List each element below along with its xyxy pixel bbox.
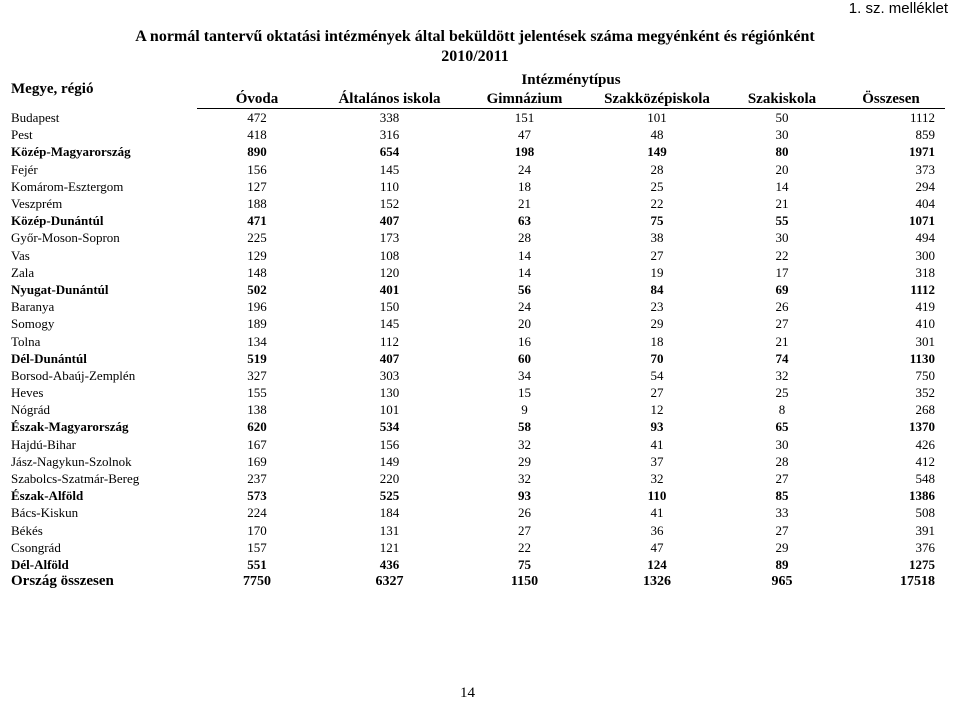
cell-value: 12 [650,402,664,418]
cell-value: 124 [647,556,667,572]
cell-value: 156 [247,161,267,177]
cell-value: 65 [775,419,789,435]
row-name: Bács-Kiskun [11,505,79,521]
reports-table [7,70,945,590]
row-name: Nógrád [11,402,50,418]
title-line-1: A normál tantervű oktatási intézmények által beküldött jelentések száma megyénként és régiónként [135,28,815,45]
cell-value: 150 [379,299,400,315]
row-name: Tolna [11,333,41,349]
column-header-osszesen: Összesen [837,90,945,109]
cell-value: 54 [650,367,664,383]
cell-value: 419 [915,299,935,315]
cell-value: 108 [379,247,400,263]
cell-value: 27 [650,385,664,401]
cell-value: 27 [775,316,789,332]
cell-value: 27 [518,522,531,538]
cell-value: 55 [775,213,789,229]
cell-value: 534 [379,419,400,435]
cell-value: 47 [518,127,531,143]
page-number: 14 [460,685,475,701]
cell-value: 32 [650,471,664,487]
table-row [7,178,945,195]
cell-value: 28 [518,230,531,246]
column-header-altalanos-iskola: Általános iskola [317,90,462,109]
region-row [7,212,945,229]
cell-value: 404 [915,196,935,212]
cell-value: 1150 [510,574,539,590]
cell-value: 6327 [375,574,404,590]
cell-value: 1370 [909,419,935,435]
cell-value: 15 [518,385,531,401]
cell-value: 149 [647,144,667,160]
cell-value: 29 [650,316,664,332]
cell-value: 410 [915,316,935,332]
cell-value: 14 [518,264,531,280]
cell-value: 33 [775,505,789,521]
cell-value: 145 [379,316,400,332]
cell-value: 24 [518,161,531,177]
region-row [7,143,945,160]
region-row [7,281,945,298]
row-name: Pest [11,127,33,143]
cell-value: 34 [518,367,531,383]
cell-value: 56 [518,281,531,297]
cell-value: 407 [379,213,400,229]
cell-value: 327 [247,367,267,383]
cell-value: 30 [775,436,789,452]
cell-value: 63 [518,213,531,229]
table-row [7,504,945,521]
cell-value: 110 [379,178,400,194]
cell-value: 170 [247,522,267,538]
cell-value: 110 [647,488,667,504]
table-row [7,401,945,418]
cell-value: 352 [915,385,935,401]
cell-value: 130 [379,385,400,401]
cell-value: 21 [518,196,531,212]
cell-value: 32 [518,436,531,452]
cell-value: 120 [379,264,400,280]
row-name: Győr-Moson-Sopron [11,230,120,246]
cell-value: 47 [650,539,664,555]
row-name: Veszprém [11,196,63,212]
cell-value: 436 [379,556,400,572]
cell-value: 152 [379,196,400,212]
cell-value: 23 [650,299,664,315]
cell-value: 155 [247,385,267,401]
table-row [7,332,945,349]
cell-value: 373 [915,161,935,177]
row-name: Fejér [11,161,38,177]
cell-value: 38 [650,230,664,246]
cell-value: 965 [771,574,793,590]
cell-value: 471 [247,213,267,229]
row-name: Nyugat-Dunántúl [11,281,109,297]
cell-value: 620 [247,419,267,435]
cell-value: 145 [379,161,400,177]
table-row [7,470,945,487]
table-row [7,298,945,315]
cell-value: 1275 [909,556,935,572]
cell-value: 129 [247,247,267,263]
title-line-2: 2010/2011 [441,48,509,65]
region-row [7,487,945,504]
cell-value: 1130 [909,350,935,366]
cell-value: 25 [650,178,664,194]
cell-value: 20 [518,316,531,332]
region-row [7,556,945,573]
cell-value: 131 [379,522,400,538]
row-name: Budapest [11,109,60,125]
cell-value: 127 [247,178,267,194]
cell-value: 198 [514,144,535,160]
cell-value: 21 [775,333,789,349]
cell-value: 859 [915,127,935,143]
cell-value: 27 [775,522,789,538]
cell-value: 93 [518,488,531,504]
cell-value: 294 [915,178,935,194]
cell-value: 1386 [909,488,935,504]
row-name: Somogy [11,316,55,332]
cell-value: 41 [650,505,664,521]
row-name: Heves [11,385,44,401]
cell-value: 21 [775,196,789,212]
table-row [7,109,945,127]
row-name: Csongrád [11,539,61,555]
cell-value: 41 [650,436,664,452]
cell-value: 18 [518,178,531,194]
cell-value: 138 [247,402,267,418]
cell-value: 101 [379,402,400,418]
row-name: Ország összesen [11,573,114,590]
row-name: Komárom-Esztergom [11,178,124,194]
cell-value: 16 [518,333,531,349]
document-title [80,27,870,67]
institution-type-header: Intézménytípus [521,71,621,88]
cell-value: 17518 [900,574,935,590]
cell-value: 412 [915,453,935,469]
cell-value: 1112 [909,110,935,126]
row-name: Békés [11,522,43,538]
cell-value: 29 [775,539,789,555]
cell-value: 189 [247,316,267,332]
region-column-header: Megye, régió [11,80,94,97]
cell-value: 14 [518,247,531,263]
cell-value: 69 [775,281,789,297]
column-header-gimnazium: Gimnázium [462,90,587,109]
cell-value: 508 [915,505,935,521]
cell-value: 376 [915,539,935,555]
cell-value: 101 [647,110,667,126]
cell-value: 184 [379,505,400,521]
cell-value: 268 [915,402,935,418]
cell-value: 316 [379,127,400,143]
cell-value: 84 [650,281,664,297]
cell-value: 27 [650,247,664,263]
cell-value: 1071 [909,213,935,229]
cell-value: 134 [247,333,267,349]
cell-value: 173 [379,230,400,246]
column-header-ovoda: Óvoda [197,90,317,109]
table-row [7,453,945,470]
cell-value: 60 [518,350,531,366]
cell-value: 224 [247,505,267,521]
cell-value: 890 [247,144,267,160]
cell-value: 303 [379,367,400,383]
cell-value: 301 [915,333,935,349]
region-row [7,418,945,435]
cell-value: 89 [775,556,789,572]
cell-value: 1971 [909,144,935,160]
row-name: Szabolcs-Szatmár-Bereg [11,471,140,487]
cell-value: 74 [775,350,789,366]
cell-value: 494 [915,230,935,246]
cell-value: 75 [650,213,664,229]
cell-value: 151 [514,110,535,126]
row-name: Észak-Alföld [11,488,84,504]
cell-value: 551 [247,556,267,572]
row-name: Zala [11,264,35,280]
cell-value: 7750 [243,574,271,590]
cell-value: 93 [650,419,664,435]
cell-value: 750 [915,367,935,383]
cell-value: 50 [775,110,789,126]
cell-value: 36 [650,522,664,538]
cell-value: 22 [775,247,789,263]
header-row-group [7,70,945,90]
cell-value: 29 [518,453,531,469]
row-name: Észak-Magyarország [11,419,129,435]
row-name: Jász-Nagykun-Szolnok [11,453,132,469]
cell-value: 391 [915,522,935,538]
cell-value: 22 [650,196,664,212]
table-row [7,247,945,264]
cell-value: 58 [518,419,531,435]
table-row [7,229,945,246]
cell-value: 519 [247,350,267,366]
row-name: Közép-Dunántúl [11,213,104,229]
row-name: Dél-Alföld [11,556,69,572]
cell-value: 225 [247,230,267,246]
table-body [7,109,945,591]
row-name: Hajdú-Bihar [11,436,76,452]
row-name: Közép-Magyarország [11,144,131,160]
cell-value: 196 [247,299,267,315]
table-row [7,522,945,539]
cell-value: 149 [379,453,400,469]
cell-value: 220 [379,471,400,487]
cell-value: 1326 [643,574,671,590]
column-header-szakiskola: Szakiskola [727,90,837,109]
table-row [7,384,945,401]
cell-value: 26 [775,299,789,315]
cell-value: 22 [518,539,531,555]
cell-value: 28 [650,161,664,177]
table-row [7,436,945,453]
cell-value: 8 [778,402,786,418]
table-row [7,195,945,212]
table-row [7,264,945,281]
row-name: Vas [11,247,30,263]
cell-value: 80 [775,144,789,160]
region-row [7,350,945,367]
cell-value: 28 [775,453,789,469]
cell-value: 418 [247,127,267,143]
cell-value: 85 [775,488,789,504]
row-name: Dél-Dunántúl [11,350,87,366]
cell-value: 401 [379,281,400,297]
cell-value: 237 [247,471,267,487]
row-name: Baranya [11,299,55,315]
cell-value: 9 [521,402,528,418]
cell-value: 24 [518,299,531,315]
table-row [7,126,945,143]
cell-value: 548 [915,471,935,487]
cell-value: 30 [775,127,789,143]
cell-value: 112 [379,333,400,349]
cell-value: 20 [775,161,789,177]
cell-value: 156 [379,436,400,452]
cell-value: 654 [379,144,400,160]
cell-value: 573 [247,488,267,504]
cell-value: 148 [247,264,267,280]
cell-value: 167 [247,436,267,452]
cell-value: 188 [247,196,267,212]
cell-value: 37 [650,453,664,469]
cell-value: 157 [247,539,267,555]
cell-value: 17 [775,264,789,280]
table-row [7,367,945,384]
table-row [7,539,945,556]
cell-value: 169 [247,453,267,469]
cell-value: 75 [518,556,531,572]
cell-value: 426 [915,436,935,452]
cell-value: 19 [650,264,664,280]
cell-value: 32 [775,367,789,383]
cell-value: 25 [775,385,789,401]
cell-value: 338 [379,110,400,126]
cell-value: 1112 [910,281,935,297]
cell-value: 407 [379,350,400,366]
total-row [7,573,945,590]
column-header-szakkozepiskola: Szakközépiskola [587,90,727,109]
cell-value: 318 [915,264,935,280]
cell-value: 32 [518,471,531,487]
row-name: Borsod-Abaúj-Zemplén [11,367,136,383]
cell-value: 502 [247,281,267,297]
table-row [7,315,945,332]
cell-value: 14 [775,178,789,194]
cell-value: 472 [247,110,267,126]
cell-value: 70 [650,350,664,366]
cell-value: 27 [775,471,789,487]
cell-value: 300 [915,247,935,263]
cell-value: 48 [650,127,664,143]
cell-value: 121 [379,539,400,555]
table-row [7,161,945,178]
cell-value: 26 [518,505,531,521]
annex-label: 1. sz. melléklet [848,0,948,17]
cell-value: 525 [379,488,400,504]
cell-value: 30 [775,230,789,246]
cell-value: 18 [650,333,664,349]
